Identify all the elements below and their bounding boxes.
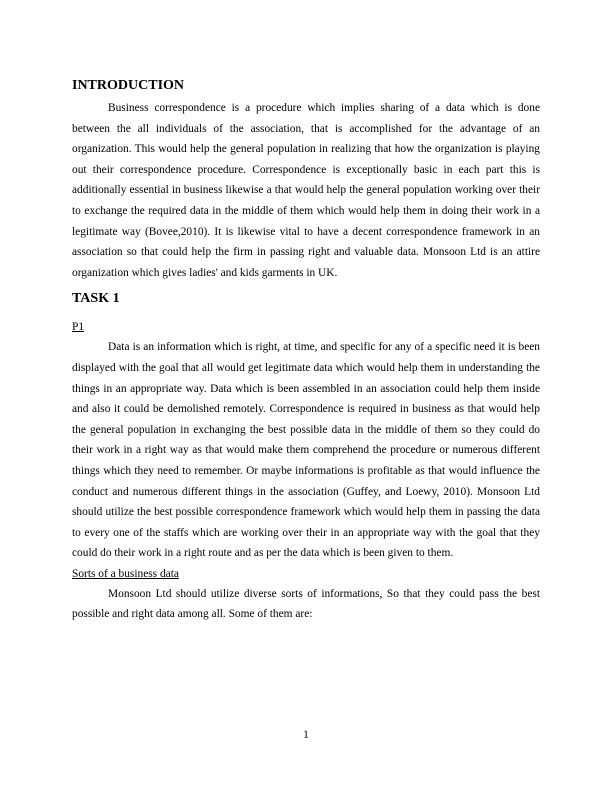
introduction-heading: INTRODUCTION (72, 78, 185, 93)
page-content (72, 76, 540, 625)
introduction-paragraph: Business correspondence is a procedure which implies sharing of a data which is done between the all individuals of the association, that is accomplished for the advantage of an organization. This would help the general population in realizing that how the organization is playing out their correspondence procedure. Correspondence is exceptionally basic in each part this is additionally essential in business likewise a that would help the general population working over their to exchange the required data in the middle of them which would help them in doing their work in a legitimate way (Bovee,2010). It is likewise vital to have a decent correspondence framework in an association so that could help the firm in passing right and valuable data. Monsoon Ltd is an attire organization which gives ladies' and kids garments in UK. (72, 102, 540, 279)
sorts-paragraph: Monsoon Ltd should utilize diverse sorts of informations, So that they could pass the best possible and right data among all. Some of them are: (72, 587, 540, 621)
page-number: 1 (303, 729, 309, 741)
p1-label: P1 (72, 321, 85, 334)
task1-heading: TASK 1 (72, 291, 120, 307)
sorts-subheading: Sorts of a business data (72, 567, 179, 580)
task1-paragraph: Data is an information which is right, at time, and specific for any of a specific need it is been displayed with the goal that all would get legitimate data which would help them in understanding the things in an appropriate way. Data which is been assembled in an association could help them inside and also it could be demolished remotely. Correspondence is required in business as that would help the general population in exchanging the best possible data in the middle of them so they could do their work in a right way as that would make them comprehend the procedure or numerous different things which they need to remember. Or maybe informations is profitable as that would influence the conduct and numerous different things in the association (Guffey, and Loewy, 2010). Monsoon Ltd should utilize the best possible correspondence framework which would help them in passing the data to every one of the staffs which are working over their in an appropriate way with the goal that they could do their work in a right route and as per the data which is been given to them. (72, 341, 540, 560)
